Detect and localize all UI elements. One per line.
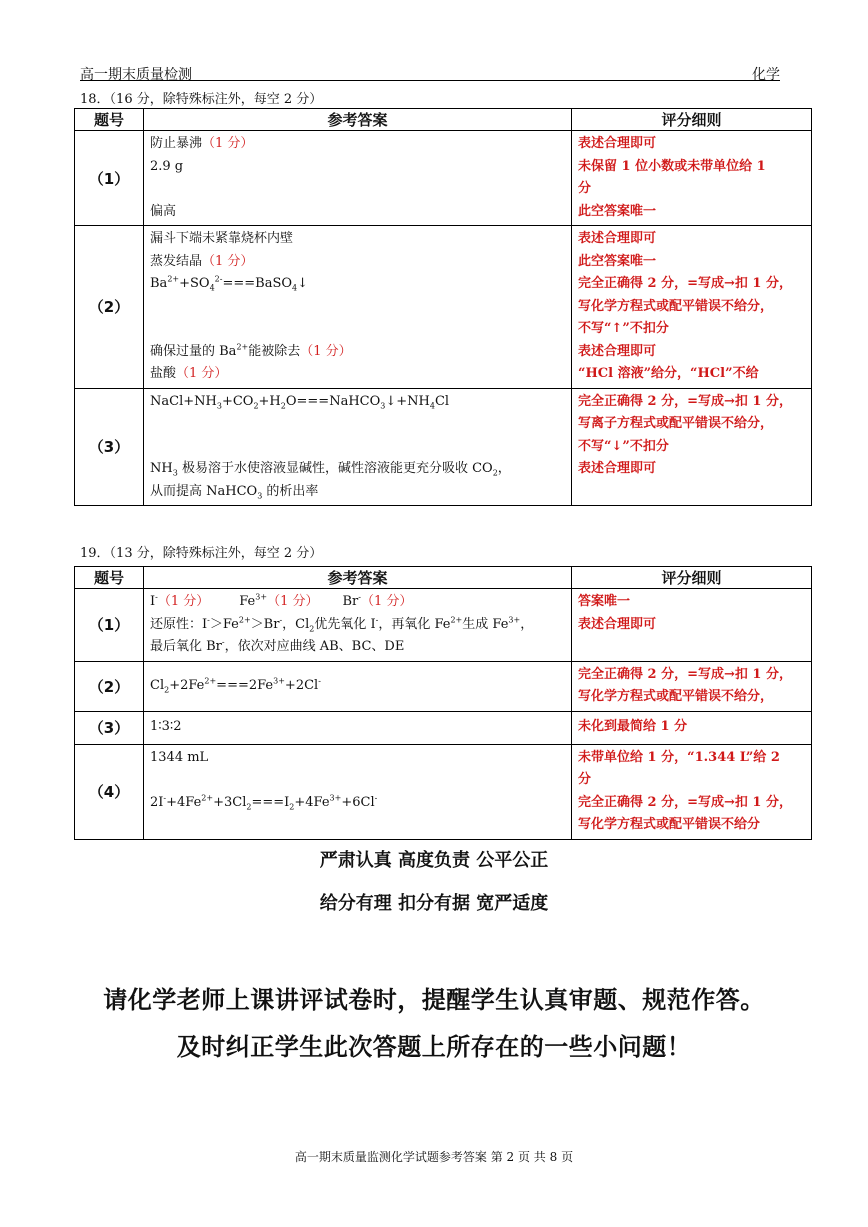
- equation: $2I^-+4Fe^{2+}+3Cl_2===I_2+4Fe^{3+}+6Cl^-$: [150, 793, 378, 812]
- table-row: [75, 131, 812, 226]
- answer-text: 蒸发结晶: [150, 253, 203, 269]
- rule-text: 答案唯一: [578, 594, 631, 609]
- answer-text: 偏高: [150, 203, 177, 219]
- q19-answer-table: [74, 566, 812, 840]
- teacher-notice-1: 请化学老师上课讲评试卷时，提醒学生认真审题、规范作答。: [103, 986, 765, 1014]
- answer-text: 防止暴沸: [150, 136, 203, 151]
- q18-row2-no: （2）: [75, 226, 144, 389]
- table-header-row: [75, 567, 812, 589]
- rule-text: 完全正确得 2 分，=写成→扣 1 分，: [578, 794, 792, 810]
- rule-text: 完全正确得 2 分，=写成→扣 1 分，: [578, 276, 792, 291]
- table-row: [75, 744, 812, 839]
- score-note: （1 分）: [202, 253, 254, 269]
- page-footer: 高一期末质量监测化学试题参考答案 第 2 页 共 8 页: [294, 1150, 574, 1164]
- rule-text: 写化学方程式或配平错误不给分: [578, 817, 761, 832]
- answer-text: 盐酸: [150, 366, 177, 381]
- col-header-rule: 评分细则: [572, 109, 812, 131]
- equation: $Cl_2+2Fe^{2+}===2Fe^{3+}+2Cl^-$: [150, 676, 321, 695]
- rule-text: 不写“↑”不扣分: [578, 321, 669, 336]
- q18-row1-no: （1）: [75, 131, 144, 226]
- answer-text: I-（1 分） $Fe^{3+}(1$ 分） Br-（1 分）: [150, 592, 413, 609]
- q19-row4-no: （4）: [75, 744, 144, 839]
- score-note: （1 分）: [176, 366, 228, 381]
- table-header-row: [75, 109, 812, 131]
- q19-row2-no: （2）: [75, 661, 144, 711]
- answer-text: 还原性：$I^->Fe^{2+}>Br^-$，$Cl_2$优先氧化 I-，再氧化 $Fe^{2+}$生成 $Fe^{3+}$，: [150, 615, 534, 634]
- table-row: [75, 226, 812, 389]
- q19-row3-answer: [144, 711, 572, 744]
- teacher-notice-2: 及时纠正学生此次答题上所存在的一些小问题！: [176, 1033, 692, 1061]
- table-row: [75, 589, 812, 662]
- rule-text: 未化到最简给 1 分: [578, 719, 688, 735]
- q19-title: 19．（13 分，除特殊标注外，每空 2 分）: [80, 546, 323, 561]
- q18-row3-answer: [144, 388, 572, 506]
- q18-row3-no: （3）: [75, 388, 144, 506]
- answer-text: 漏斗下端未紧靠烧杯内壁: [150, 231, 294, 246]
- q18-row3-rule: [572, 388, 812, 506]
- equation: $NaCl+NH_3+CO_2+H_2O===NaHCO_3↓+NH_4Cl$: [150, 393, 450, 411]
- q19-row2-rule: [572, 661, 812, 711]
- q19-row4-answer: [144, 744, 572, 839]
- q18-row2-rule: [572, 226, 812, 389]
- answer-text: 2.9 g: [150, 158, 184, 174]
- q19-row4-rule: [572, 744, 812, 839]
- score-note: （1 分）: [300, 343, 352, 359]
- rule-text: 分: [578, 772, 592, 787]
- rule-text: 表述合理即可: [578, 461, 657, 476]
- header-exam-name: 高一期末质量检测: [80, 67, 192, 83]
- rule-text: 分: [578, 181, 592, 196]
- header-divider: [80, 80, 780, 81]
- slogan-line-1: 严肃认真 高度负责 公平公正: [319, 850, 549, 871]
- slogan-line-2: 给分有理 扣分有据 宽严适度: [319, 893, 549, 914]
- rule-text: 表述合理即可: [578, 231, 657, 246]
- rule-text: 完全正确得 2 分，=写成→扣 1 分，: [578, 666, 792, 682]
- rule-text: 写离子方程式或配平错误不给分，: [578, 416, 774, 431]
- rule-text: 未带单位给 1 分，“1.344 L”给 2: [578, 749, 780, 765]
- equation: $Ba^{2+}+SO_4^{2-}===BaSO_4↓$: [150, 274, 309, 293]
- table-row: [75, 388, 812, 506]
- q18-row1-answer: [144, 131, 572, 226]
- col-header-no: 题号: [75, 109, 144, 131]
- rule-text: 表述合理即可: [578, 616, 657, 632]
- rule-text: “HCl 溶液”给分，“HCl”不给: [578, 366, 759, 381]
- col-header-no: 题号: [75, 567, 144, 589]
- col-header-rule: 评分细则: [572, 567, 812, 589]
- q19-row2-answer: [144, 661, 572, 711]
- col-header-answer: 参考答案: [144, 567, 572, 589]
- answer-text: $NH_3$ 极易溶于水使溶液显碱性，碱性溶液能更充分吸收 $CO_2$，: [150, 461, 511, 478]
- col-header-answer: 参考答案: [144, 109, 572, 131]
- q19-row1-rule: [572, 589, 812, 662]
- rule-text: 写化学方程式或配平错误不给分，: [578, 689, 774, 704]
- answer-text: 最后氧化 Br-，依次对应曲线 AB、BC、DE: [150, 637, 405, 654]
- answer-text: 确保过量的 Ba: [150, 343, 237, 359]
- table-row: [75, 661, 812, 711]
- answer-text: 1344 mL: [150, 749, 209, 765]
- score-note: （1 分）: [202, 136, 254, 151]
- q19-row1-no: （1）: [75, 589, 144, 662]
- table-row: [75, 711, 812, 744]
- q18-row1-rule: [572, 131, 812, 226]
- rule-text: 未保留 1 位小数或未带单位给 1: [578, 158, 766, 174]
- answer-text: 从而提高 NaHCO$_3$ 的析出率: [150, 483, 319, 501]
- q18-row2-answer: 漏斗下端未紧靠烧杯内壁 蒸发结晶（1 分） $Ba^{2+}+SO_4^{2-}===BaSO_4↓$ 确保过量的 $Ba^{2+}$能被除去（1 分） 盐酸（1 分）: [144, 226, 572, 389]
- rule-text: 表述合理即可: [578, 136, 657, 151]
- rule-text: 此空答案唯一: [578, 203, 657, 219]
- answer-text: 1∶3∶2: [150, 719, 182, 735]
- q19-row3-rule: [572, 711, 812, 744]
- q19-row3-no: （3）: [75, 711, 144, 744]
- q18-answer-table: [74, 108, 812, 506]
- q18-title: 18．（16 分，除特殊标注外，每空 2 分）: [80, 92, 323, 107]
- rule-text: 完全正确得 2 分，=写成→扣 1 分，: [578, 393, 792, 409]
- rule-text: 表述合理即可: [578, 343, 657, 359]
- header-subject: 化学: [752, 67, 780, 83]
- q19-row1-answer: [144, 589, 572, 662]
- rule-text: 此空答案唯一: [578, 253, 657, 269]
- rule-text: 不写“↓”不扣分: [578, 438, 669, 454]
- rule-text: 写化学方程式或配平错误不给分，: [578, 298, 774, 314]
